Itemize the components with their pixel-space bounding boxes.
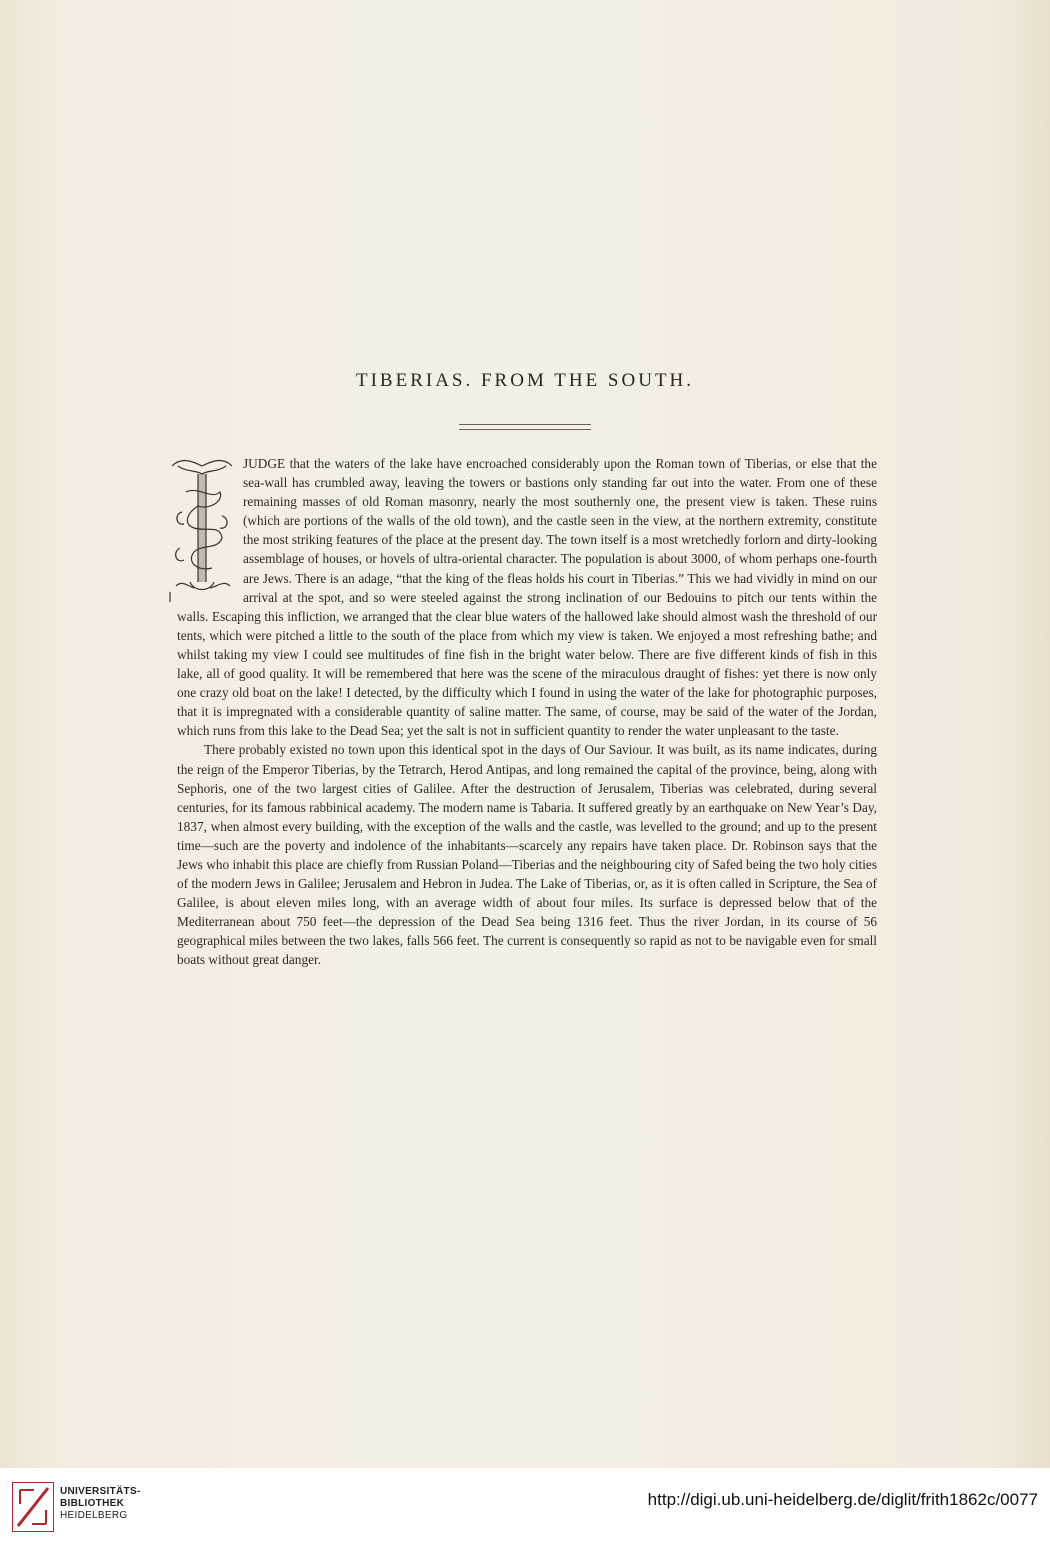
library-name <box>60 1486 141 1522</box>
paragraph-1: JUDGE that the waters of the lake have encroached considerably upon the Roman town of Tiberias, or else that the sea-wall has crumbled away, leaving the towers or bastions only standing far out into the water. From one of these remaining masses of old Roman masonry, nearly the most southernly one, the present view is taken. These ruins (which are portions of the walls of the old town), and the castle seen in the view, at the northern extremity, constitute the most striking features of the place at the present day. The town itself is a most wretchedly forlorn and dirty-looking assemblage of houses, or hovels of ultra-oriental character. The population is about 3000, of whom perhaps one-fourth are Jews. There is an adage, “that the king of the fleas holds his court in Tiberias.” This we had vividly in mind on our arrival at the spot, and so were steeled against the strong inclination of our Bedouins to pitch our tents within the walls. Escaping this infliction, we arranged that the clear blue waters of the hallowed lake should almost wash the threshold of our tents, which were pitched a little to the south of the place from which my view is taken. We enjoyed a most refreshing bathe; and whilst taking my view I could see multitudes of fine fish in the bright water below. There are five different kinds of fish in this lake, all of good quality. It will be remembered that here was the scene of the miraculous draught of fishes: yet there is now only one crazy old boat on the lake! I detected, by the difficulty which I found in using the water of the lake for photographic purposes, that it is impregnated with a considerable quantity of saline matter. The same, of course, may be said of the water of the Jordan, which runs from this lake to the Dead Sea; yet the salt is not in sufficient quantity to render the water unpleasant to the taste. <box>177 456 877 739</box>
library-name-line-3: HEIDELBERG <box>60 1510 128 1521</box>
title-divider <box>459 424 591 430</box>
dropcap-space <box>177 454 243 604</box>
source-url-link[interactable]: http://digi.ub.uni-heidelberg.de/diglit/frith1862c/0077 <box>647 1490 1038 1509</box>
paragraph-2: There probably existed no town upon this identical spot in the days of Our Saviour. It was built, as its name indicates, during the reign of the Emperor Tiberias, by the Tetrarch, Herod Antipas, and long remained the capital of the province, being, along with Sephoris, one of the two largest cities of Galilee. After the destruction of Jerusalem, Tiberias was celebrated, during several centuries, for its famous rabbinical academy. The modern name is Tabaria. It suffered greatly by an earthquake on New Year’s Day, 1837, when almost every building, with the exception of the walls and the castle, was levelled to the ground; and up to the present time—such are the poverty and indolence of the inhabitants—scarcely any repairs have taken place. Dr. Robinson says that the Jews who inhabit this place are chiefly from Russian Poland—Tiberias and the neighbouring city of Safed being the two holy cities of the modern Jews in Galilee; Jerusalem and Hebron in Judea. The Lake of Tiberias, or, as it is often called in Scripture, the Sea of Galilee, is about eleven miles long, with an average width of about four miles. Its surface is depressed below that of the Mediterranean about 750 feet—the depression of the Dead Sea being 1316 feet. Thus the river Jordan, in its course of 56 geographical miles between the two lakes, falls 566 feet. The current is consequently so rapid as not to be navigable even for small boats without great danger. <box>177 742 877 968</box>
library-name-line-1: UNIVERSITÄTS- <box>60 1486 141 1497</box>
library-name-line-2: BIBLIOTHEK <box>60 1498 125 1509</box>
library-logo-icon <box>12 1482 54 1532</box>
article-body <box>177 454 877 970</box>
page-title: TIBERIAS. FROM THE SOUTH. <box>355 370 695 391</box>
footer-bar <box>0 1468 1050 1545</box>
